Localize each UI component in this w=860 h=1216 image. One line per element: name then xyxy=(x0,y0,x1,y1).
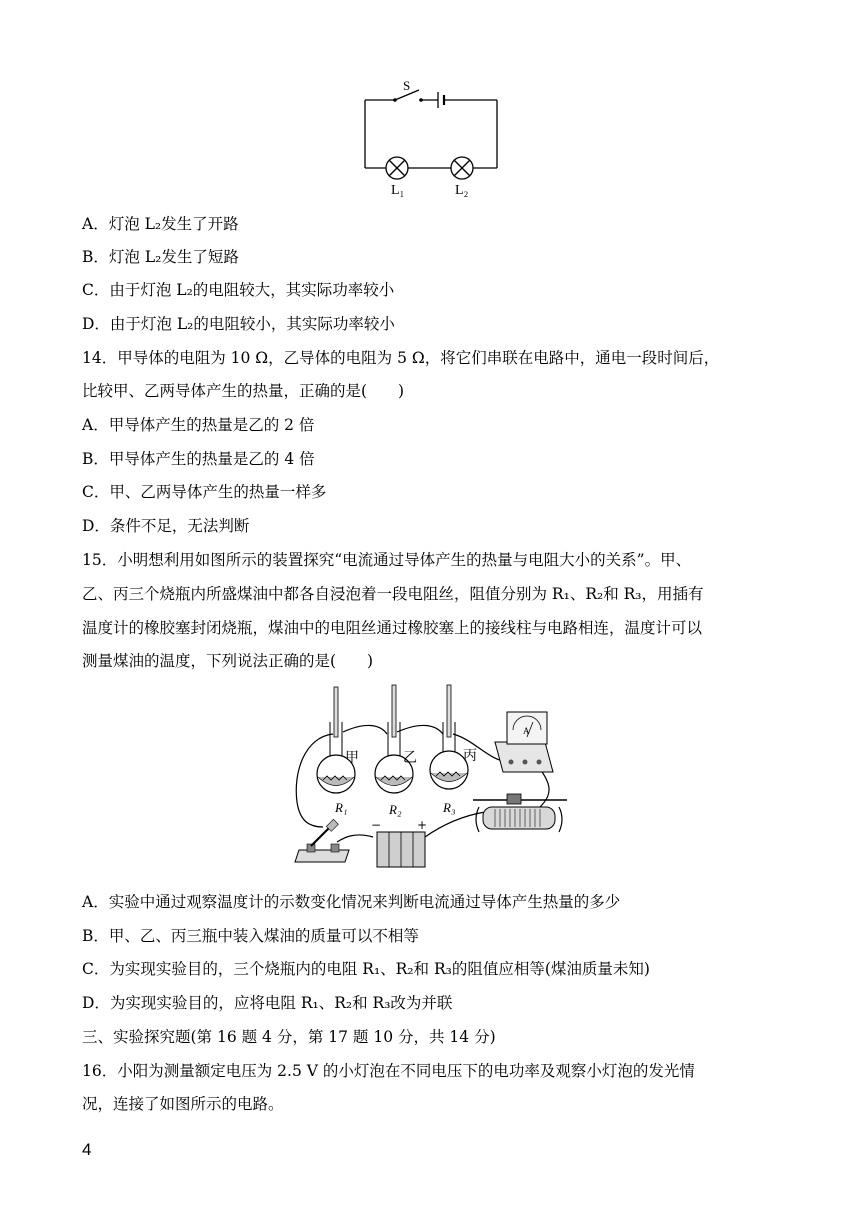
q15-stem-line-1: 15．小明想利用如图所示的装置探究“电流通过导体产生的热量与电阻大小的关系”。甲、 xyxy=(82,551,692,569)
q13-option-a: A．灯泡 L₂发生了开路 xyxy=(82,215,239,233)
ammeter-icon xyxy=(495,712,553,772)
section-heading: 三、实验探究题(第 16 题 4 分，第 17 题 10 分，共 14 分) xyxy=(82,1028,496,1046)
knife-switch-icon xyxy=(295,819,349,862)
page-number: 4 xyxy=(82,1140,92,1159)
q15-option-d: D．为实现实验目的，应将电阻 R₁、R₂和 R₃改为并联 xyxy=(82,994,453,1012)
q14-option-c: C．甲、乙两导体产生的热量一样多 xyxy=(82,483,327,501)
q15-stem-line-2: 乙、丙三个烧瓶内所盛煤油中都各自浸泡着一段电阻丝，阻值分别为 R₁、R₂和 R₃，用插有 xyxy=(82,585,704,603)
flask-label-bing: 丙 xyxy=(463,748,477,764)
flask-bing xyxy=(430,685,468,789)
rheostat-icon xyxy=(473,794,567,832)
q13-option-c: C．由于灯泡 L₂的电阻较大，其实际功率较小 xyxy=(82,281,395,299)
battery-minus-label: − xyxy=(371,818,382,832)
q14-option-d: D．条件不足，无法判断 xyxy=(82,517,250,535)
q15-option-a: A．实验中通过观察温度计的示数变化情况来判断电流通过导体产生热量的多少 xyxy=(82,893,621,911)
lamp-l2-label: L₂ xyxy=(455,183,469,198)
battery-pack-icon xyxy=(377,832,425,867)
flask-yi xyxy=(375,685,413,793)
r1-label: R₁ xyxy=(335,800,348,815)
q15-stem-line-4: 测量煤油的温度，下列说法正确的是( ) xyxy=(82,652,374,670)
q15-option-c: C．为实现实验目的，三个烧瓶内的电阻 R₁、R₂和 R₃的阻值应相等(煤油质量未知) xyxy=(82,960,650,978)
ammeter-label: A xyxy=(523,726,530,736)
q16-stem-line-2: 况，连接了如图所示的电路。 xyxy=(82,1095,284,1113)
circuit-diagram-lamps xyxy=(355,78,510,203)
q14-option-a: A．甲导体产生的热量是乙的 2 倍 xyxy=(82,416,315,434)
q15-stem-line-3: 温度计的橡胶塞封闭烧瓶，煤油中的电阻丝通过橡胶塞上的接线柱与电路相连，温度计可以 xyxy=(82,619,703,637)
switch-label: S xyxy=(403,78,411,93)
r3-label: R₃ xyxy=(443,800,456,815)
flask-label-jia: 甲 xyxy=(345,750,359,766)
r2-label: R₂ xyxy=(389,802,402,817)
flask-jia xyxy=(317,687,355,793)
battery-plus-label: + xyxy=(417,818,428,832)
q14-stem-line-2: 比较甲、乙两导体产生的热量，正确的是( ) xyxy=(82,382,405,400)
experiment-apparatus-figure xyxy=(285,682,575,872)
q14-option-b: B．甲导体产生的热量是乙的 4 倍 xyxy=(82,450,315,468)
q14-stem-line-1: 14．甲导体的电阻为 10 Ω，乙导体的电阻为 5 Ω，将它们串联在电路中，通电一段时间后， xyxy=(82,349,720,367)
lamp-l1-label: L₁ xyxy=(391,183,405,198)
q16-stem-line-1: 16．小阳为测量额定电压为 2.5 V 的小灯泡在不同电压下的电功率及观察小灯泡的发光情 xyxy=(82,1062,695,1080)
q13-option-b: B．灯泡 L₂发生了短路 xyxy=(82,248,239,266)
q13-option-d: D．由于灯泡 L₂的电阻较小，其实际功率较小 xyxy=(82,315,395,333)
flask-label-yi: 乙 xyxy=(403,750,417,766)
q15-option-b: B．甲、乙、丙三瓶中装入煤油的质量可以不相等 xyxy=(82,927,419,945)
